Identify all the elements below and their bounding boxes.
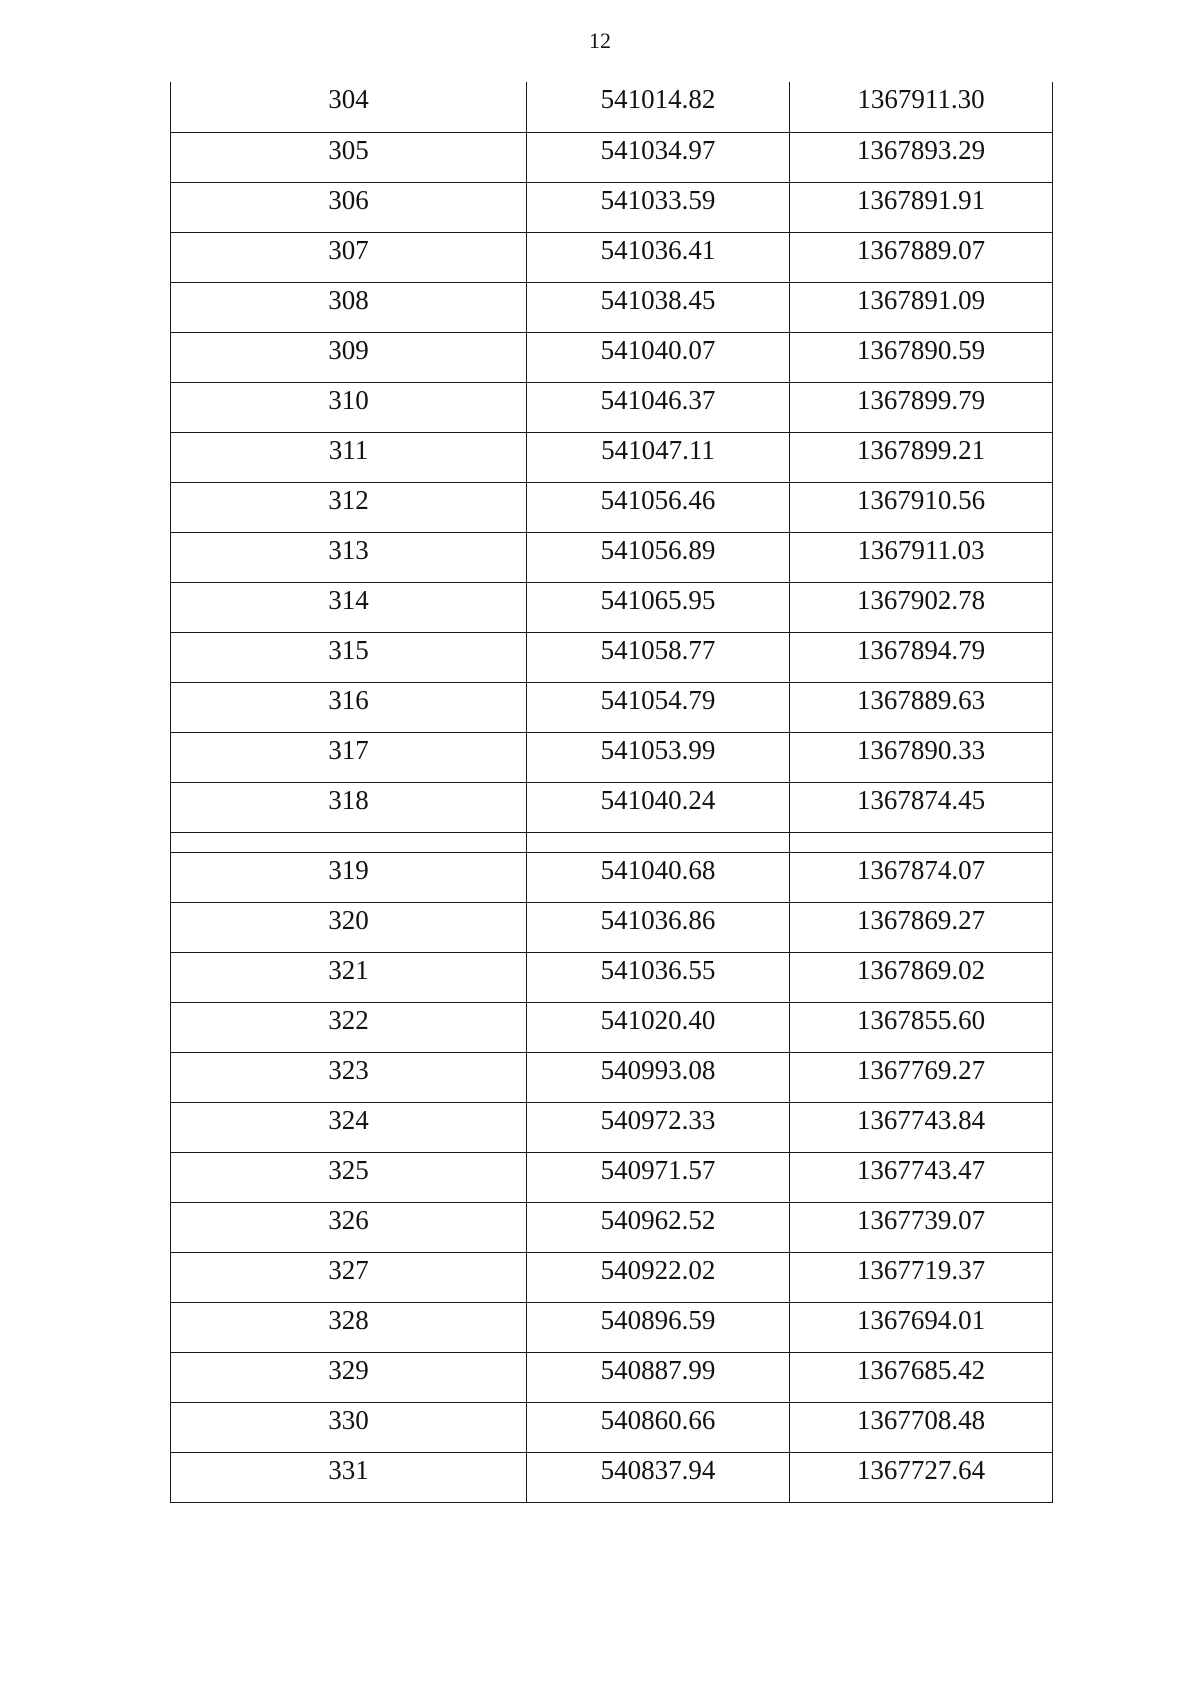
y-coordinate-cell: 1367874.45	[790, 782, 1053, 832]
table-row	[171, 182, 1053, 232]
x-coordinate-cell: 540971.57	[527, 1152, 790, 1202]
y-coordinate-cell: 1367894.79	[790, 632, 1053, 682]
point-number-cell: 330	[171, 1402, 527, 1452]
y-coordinate-cell: 1367911.03	[790, 532, 1053, 582]
point-number-cell: 325	[171, 1152, 527, 1202]
y-coordinate-cell: 1367685.42	[790, 1352, 1053, 1402]
table-row	[171, 1302, 1053, 1352]
point-number-cell: 310	[171, 382, 527, 432]
x-coordinate-cell: 540896.59	[527, 1302, 790, 1352]
point-number-cell: 323	[171, 1052, 527, 1102]
point-number-cell: 309	[171, 332, 527, 382]
table-row	[171, 1052, 1053, 1102]
x-coordinate-cell: 541058.77	[527, 632, 790, 682]
point-number-cell: 314	[171, 582, 527, 632]
table-row	[171, 432, 1053, 482]
x-coordinate-cell: 540922.02	[527, 1252, 790, 1302]
y-coordinate-cell: 1367769.27	[790, 1052, 1053, 1102]
x-coordinate-cell: 541056.89	[527, 532, 790, 582]
x-coordinate-cell: 541038.45	[527, 282, 790, 332]
x-coordinate-cell: 541040.24	[527, 782, 790, 832]
y-coordinate-cell: 1367910.56	[790, 482, 1053, 532]
point-number-cell: 328	[171, 1302, 527, 1352]
table-row	[171, 632, 1053, 682]
coordinates-table	[170, 82, 1053, 1503]
x-coordinate-cell: 541040.07	[527, 332, 790, 382]
y-coordinate-cell: 1367869.02	[790, 952, 1053, 1002]
point-number-cell: 305	[171, 132, 527, 182]
point-number-cell: 331	[171, 1452, 527, 1502]
point-number-cell: 306	[171, 182, 527, 232]
table-row	[171, 232, 1053, 282]
x-coordinate-cell: 541036.86	[527, 902, 790, 952]
point-number-cell: 315	[171, 632, 527, 682]
x-coordinate-cell: 540962.52	[527, 1202, 790, 1252]
point-number-cell: 322	[171, 1002, 527, 1052]
table-row	[171, 382, 1053, 432]
point-number-cell: 327	[171, 1252, 527, 1302]
point-number-cell: 329	[171, 1352, 527, 1402]
x-coordinate-cell: 541053.99	[527, 732, 790, 782]
y-coordinate-cell: 1367891.91	[790, 182, 1053, 232]
x-coordinate-cell: 541056.46	[527, 482, 790, 532]
x-coordinate-cell: 540837.94	[527, 1452, 790, 1502]
x-coordinate-cell: 541014.82	[527, 82, 790, 132]
x-coordinate-cell: 540972.33	[527, 1102, 790, 1152]
table-spacer-row	[171, 832, 1053, 852]
table-row	[171, 332, 1053, 382]
y-coordinate-cell: 1367890.33	[790, 732, 1053, 782]
x-coordinate-cell: 540860.66	[527, 1402, 790, 1452]
table-row	[171, 1202, 1053, 1252]
point-number-cell: 321	[171, 952, 527, 1002]
y-coordinate-cell: 1367727.64	[790, 1452, 1053, 1502]
x-coordinate-cell: 541065.95	[527, 582, 790, 632]
y-coordinate-cell: 1367899.21	[790, 432, 1053, 482]
y-coordinate-cell: 1367911.30	[790, 82, 1053, 132]
table-row	[171, 1402, 1053, 1452]
point-number-cell: 307	[171, 232, 527, 282]
y-coordinate-cell: 1367694.01	[790, 1302, 1053, 1352]
coordinates-table-body	[171, 82, 1053, 1502]
table-row	[171, 482, 1053, 532]
point-number-cell: 326	[171, 1202, 527, 1252]
x-coordinate-cell: 541033.59	[527, 182, 790, 232]
y-coordinate-cell: 1367719.37	[790, 1252, 1053, 1302]
table-row	[171, 952, 1053, 1002]
point-number-cell: 320	[171, 902, 527, 952]
x-coordinate-cell: 540993.08	[527, 1052, 790, 1102]
x-coordinate-cell: 541054.79	[527, 682, 790, 732]
table-row	[171, 782, 1053, 832]
x-coordinate-cell: 541046.37	[527, 382, 790, 432]
table-row	[171, 532, 1053, 582]
point-number-cell: 304	[171, 82, 527, 132]
empty-cell	[171, 832, 527, 852]
y-coordinate-cell: 1367743.47	[790, 1152, 1053, 1202]
point-number-cell: 319	[171, 852, 527, 902]
y-coordinate-cell: 1367739.07	[790, 1202, 1053, 1252]
y-coordinate-cell: 1367890.59	[790, 332, 1053, 382]
table-row	[171, 1102, 1053, 1152]
x-coordinate-cell: 540887.99	[527, 1352, 790, 1402]
y-coordinate-cell: 1367874.07	[790, 852, 1053, 902]
table-row	[171, 902, 1053, 952]
x-coordinate-cell: 541040.68	[527, 852, 790, 902]
table-row	[171, 132, 1053, 182]
y-coordinate-cell: 1367899.79	[790, 382, 1053, 432]
table-row	[171, 82, 1053, 132]
table-row	[171, 852, 1053, 902]
y-coordinate-cell: 1367743.84	[790, 1102, 1053, 1152]
table-row	[171, 682, 1053, 732]
page-number: 12	[589, 28, 611, 53]
point-number-cell: 308	[171, 282, 527, 332]
table-row	[171, 582, 1053, 632]
y-coordinate-cell: 1367708.48	[790, 1402, 1053, 1452]
point-number-cell: 317	[171, 732, 527, 782]
table-row	[171, 1252, 1053, 1302]
table-row	[171, 1002, 1053, 1052]
table-row	[171, 1452, 1053, 1502]
point-number-cell: 313	[171, 532, 527, 582]
x-coordinate-cell: 541036.41	[527, 232, 790, 282]
y-coordinate-cell: 1367855.60	[790, 1002, 1053, 1052]
point-number-cell: 311	[171, 432, 527, 482]
y-coordinate-cell: 1367889.63	[790, 682, 1053, 732]
empty-cell	[790, 832, 1053, 852]
point-number-cell: 318	[171, 782, 527, 832]
x-coordinate-cell: 541047.11	[527, 432, 790, 482]
x-coordinate-cell: 541034.97	[527, 132, 790, 182]
point-number-cell: 324	[171, 1102, 527, 1152]
table-row	[171, 282, 1053, 332]
table-row	[171, 1352, 1053, 1402]
x-coordinate-cell: 541036.55	[527, 952, 790, 1002]
table-row	[171, 732, 1053, 782]
y-coordinate-cell: 1367869.27	[790, 902, 1053, 952]
empty-cell	[527, 832, 790, 852]
table-row	[171, 1152, 1053, 1202]
point-number-cell: 312	[171, 482, 527, 532]
y-coordinate-cell: 1367891.09	[790, 282, 1053, 332]
y-coordinate-cell: 1367893.29	[790, 132, 1053, 182]
x-coordinate-cell: 541020.40	[527, 1002, 790, 1052]
y-coordinate-cell: 1367902.78	[790, 582, 1053, 632]
y-coordinate-cell: 1367889.07	[790, 232, 1053, 282]
point-number-cell: 316	[171, 682, 527, 732]
